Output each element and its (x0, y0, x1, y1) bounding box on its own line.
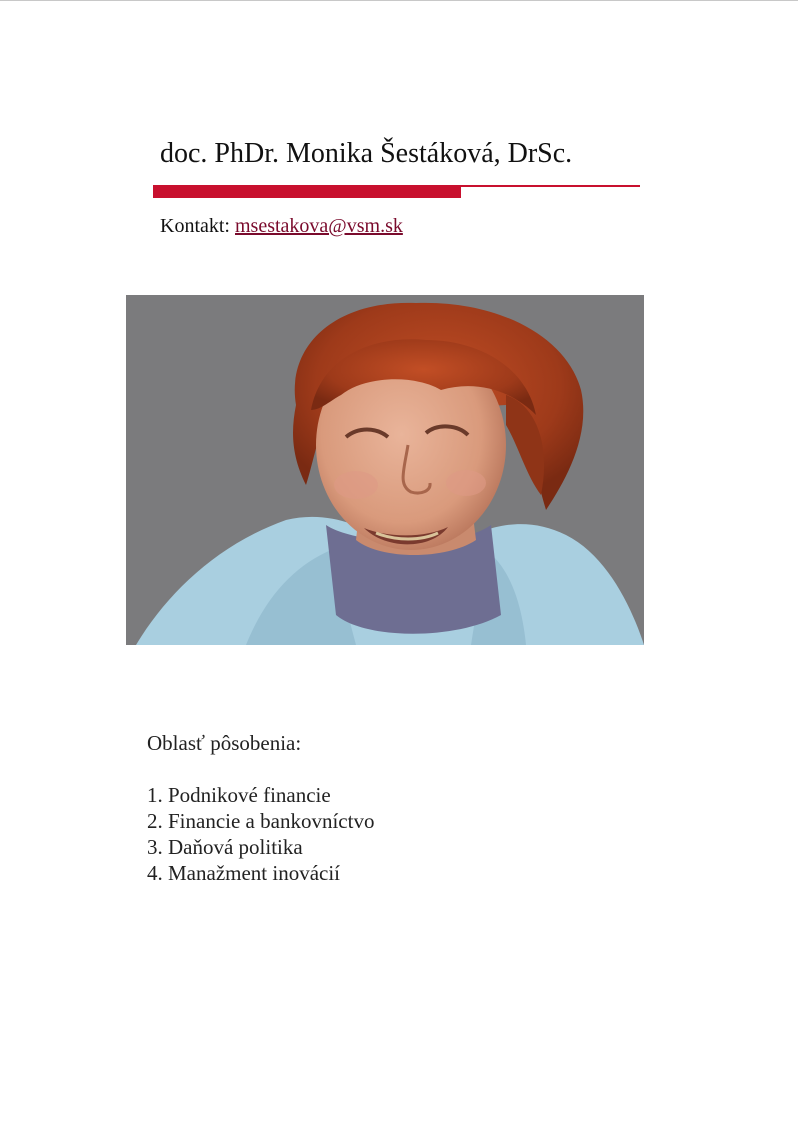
list-item: 3. Daňová politika (147, 835, 303, 859)
contact-line (160, 212, 403, 240)
portrait-photo (126, 295, 644, 645)
list-item: 2. Financie a bankovníctvo (147, 809, 375, 833)
list-item: 4. Manažment inovácií (147, 861, 341, 885)
portrait-illustration (126, 295, 644, 645)
list-item: 1. Podnikové financie (147, 783, 331, 807)
title-divider-bar (153, 185, 461, 198)
areas-list (147, 782, 374, 886)
areas-heading: Oblasť pôsobenia: (147, 731, 302, 755)
areas-section (147, 730, 374, 886)
page-top-border (0, 0, 798, 1)
page-title: doc. PhDr. Monika Šestáková, DrSc. (160, 138, 573, 169)
email-link[interactable]: msestakova@vsm.sk (235, 215, 403, 237)
contact-label: Kontakt: (160, 215, 230, 237)
